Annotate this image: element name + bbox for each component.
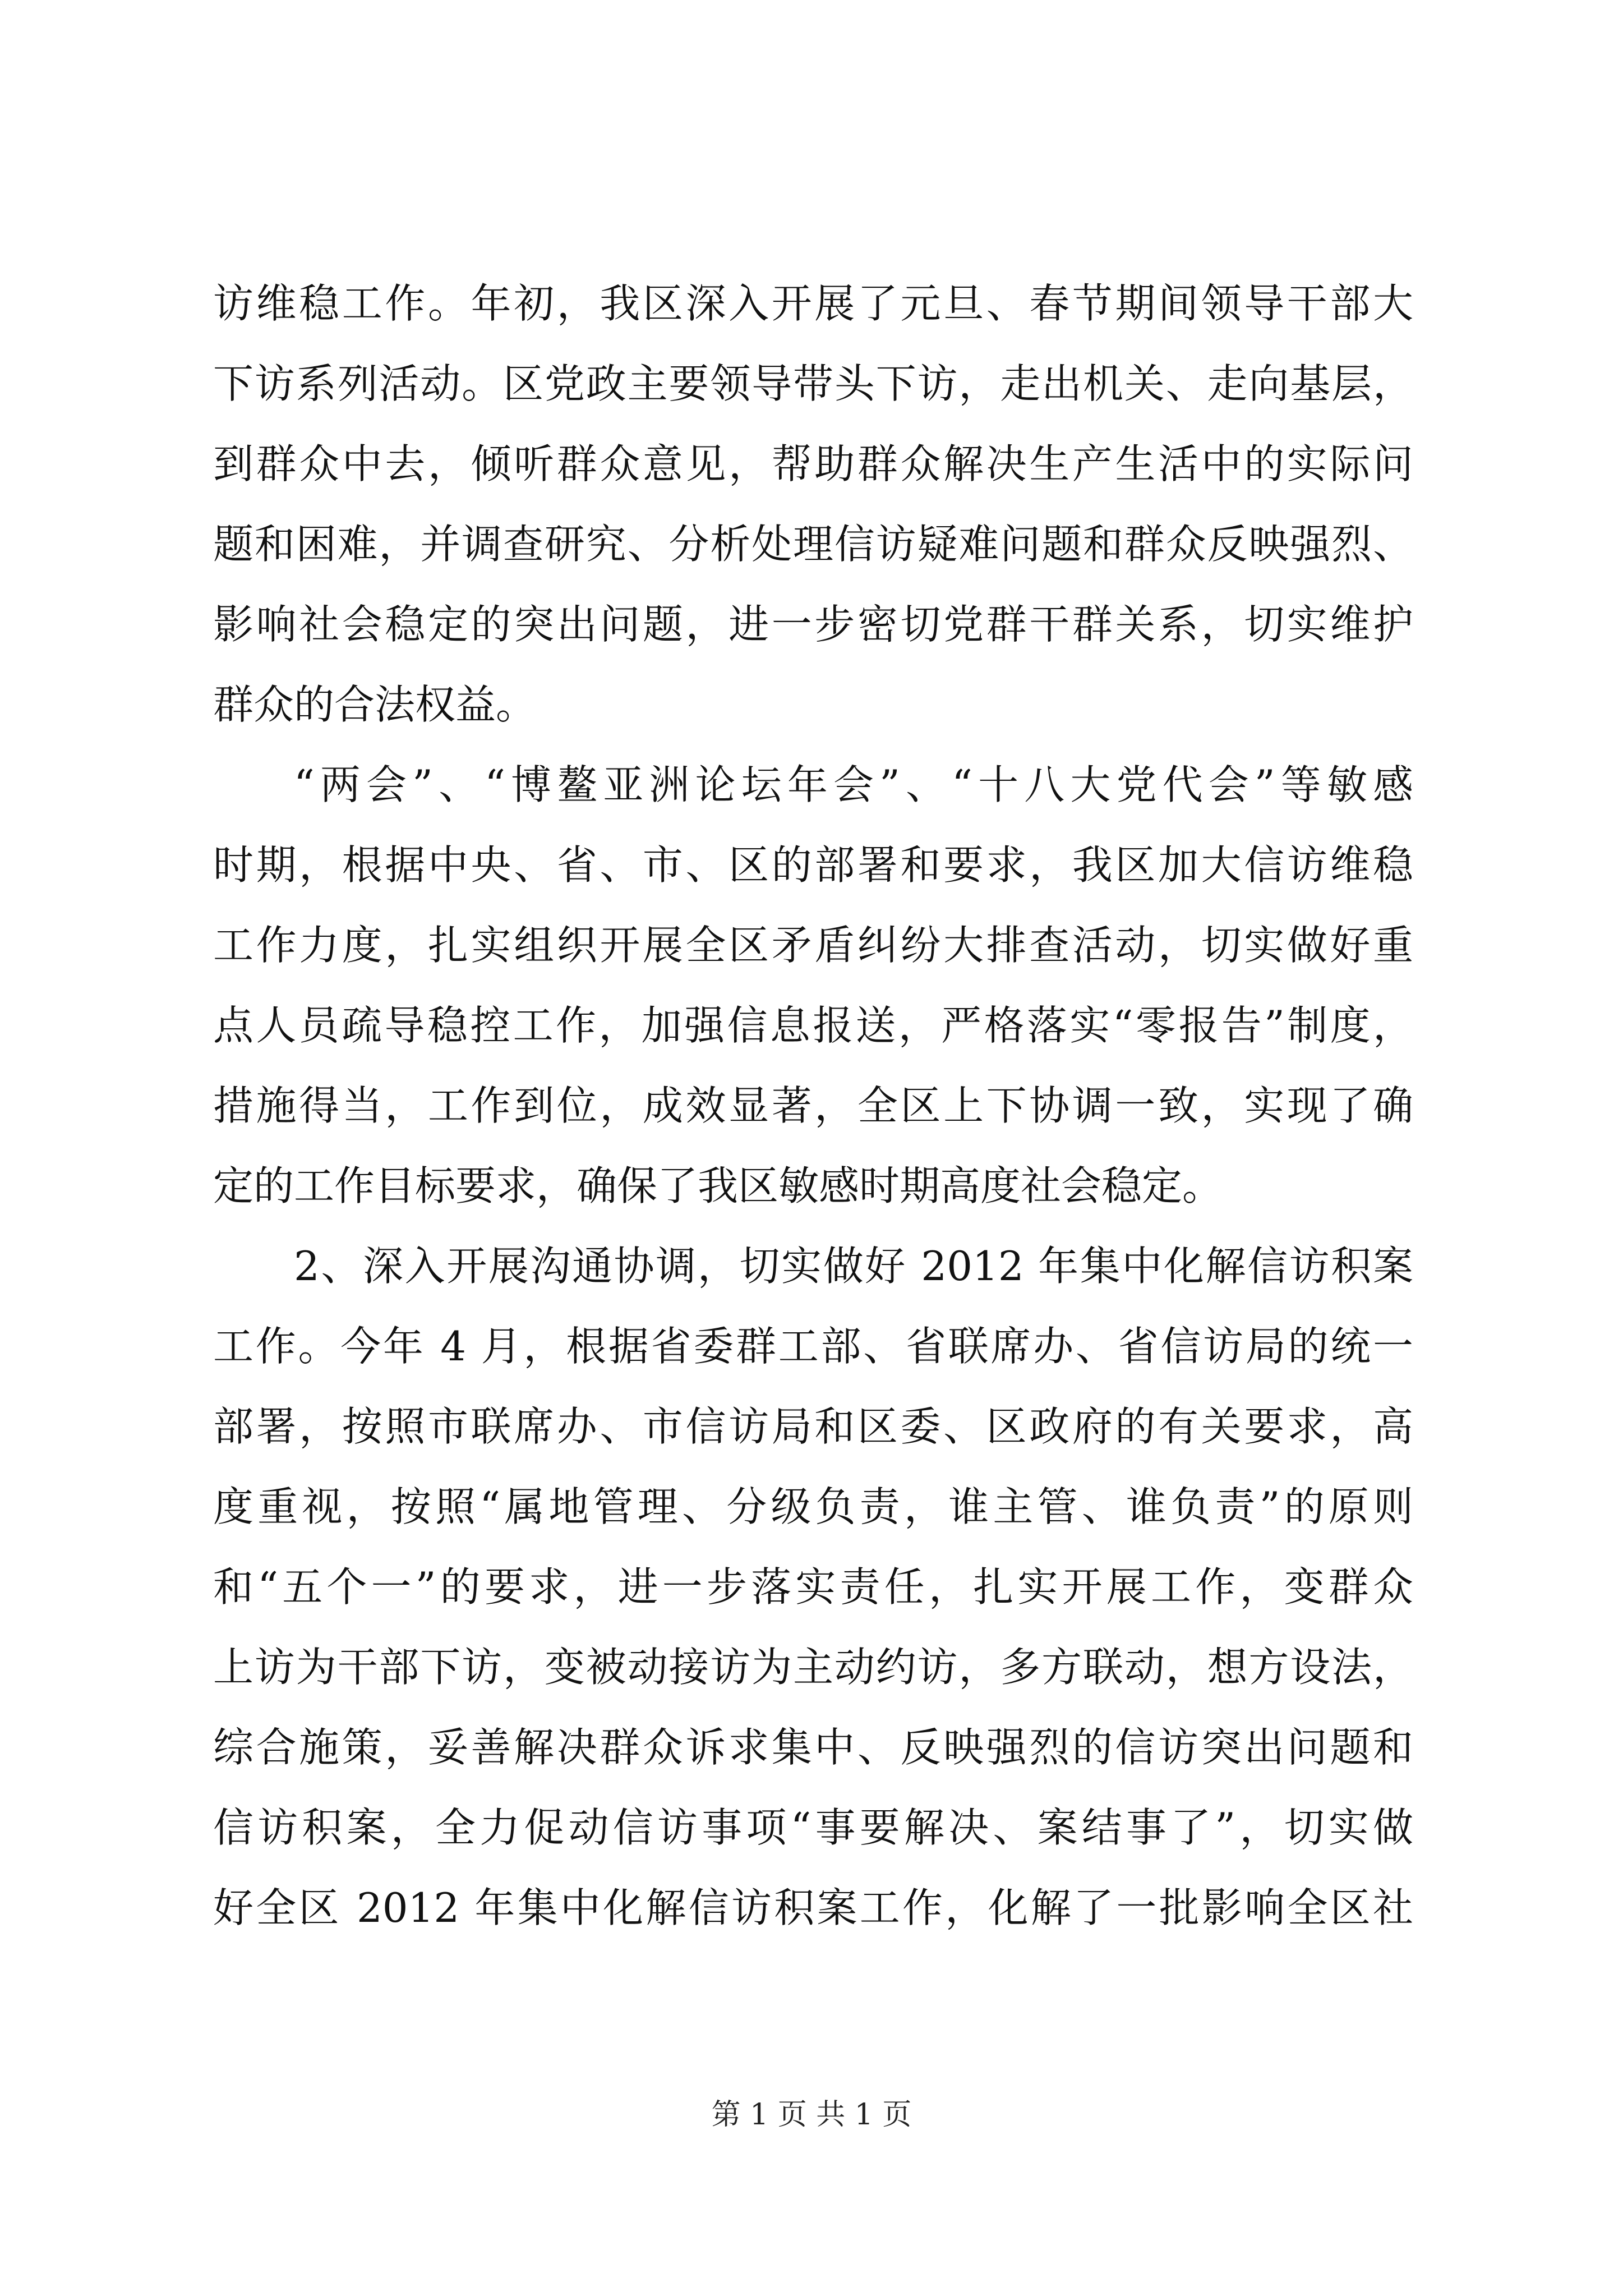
text-line-9: 工作力度，扎实组织开展全区矛盾纠纷大排查活动，切实做好重 (213, 922, 1413, 969)
text-line-17: 和“五个一”的要求，进一步落实责任，扎实开展工作，变群众 (213, 1563, 1413, 1611)
text-line-16: 度重视，按照“属地管理、分级负责，谁主管、谁负责”的原则 (213, 1483, 1413, 1530)
text-line-13: 2、深入开展沟通协调，切实做好 2012 年集中化解信访积案 (294, 1243, 1413, 1290)
text-line-10: 点人员疏导稳控工作，加强信息报送，严格落实“零报告”制度， (213, 1002, 1413, 1049)
text-line-3: 到群众中去，倾听群众意见，帮助群众解决生产生活中的实际问 (213, 440, 1413, 487)
text-line-12: 定的工作目标要求，确保了我区敏感时期高度社会稳定。 (213, 1162, 1223, 1209)
text-line-7: “两会”、“博鳌亚洲论坛年会”、“十八大党代会”等敏感 (294, 761, 1413, 808)
text-line-5: 影响社会稳定的突出问题，进一步密切党群干群关系，切实维护 (213, 601, 1413, 648)
text-line-2: 下访系列活动。区党政主要领导带头下访，走出机关、走向基层， (213, 360, 1413, 407)
page-number-footer: 第 1 页 共 1 页 (711, 2098, 912, 2132)
text-line-14: 工作。今年 4 月，根据省委群工部、省联席办、省信访局的统一 (213, 1323, 1413, 1370)
text-line-6: 群众的合法权益。 (213, 681, 537, 728)
text-line-8: 时期，根据中央、省、市、区的部署和要求，我区加大信访维稳 (213, 841, 1413, 889)
text-line-1: 访维稳工作。年初，我区深入开展了元旦、春节期间领导干部大 (213, 280, 1413, 327)
text-line-18: 上访为干部下访，变被动接访为主动约访，多方联动，想方设法， (213, 1644, 1413, 1691)
text-line-19: 综合施策，妥善解决群众诉求集中、反映强烈的信访突出问题和 (213, 1724, 1413, 1771)
text-line-21: 好全区 2012 年集中化解信访积案工作，化解了一批影响全区社 (213, 1884, 1413, 1931)
text-line-20: 信访积案，全力促动信访事项“事要解决、案结事了”，切实做 (213, 1804, 1413, 1851)
text-line-4: 题和困难，并调查研究、分析处理信访疑难问题和群众反映强烈、 (213, 521, 1413, 568)
text-line-11: 措施得当，工作到位，成效显著，全区上下协调一致，实现了确 (213, 1082, 1413, 1129)
document-body (213, 264, 1413, 1948)
text-line-15: 部署，按照市联席办、市信访局和区委、区政府的有关要求，高 (213, 1403, 1413, 1450)
